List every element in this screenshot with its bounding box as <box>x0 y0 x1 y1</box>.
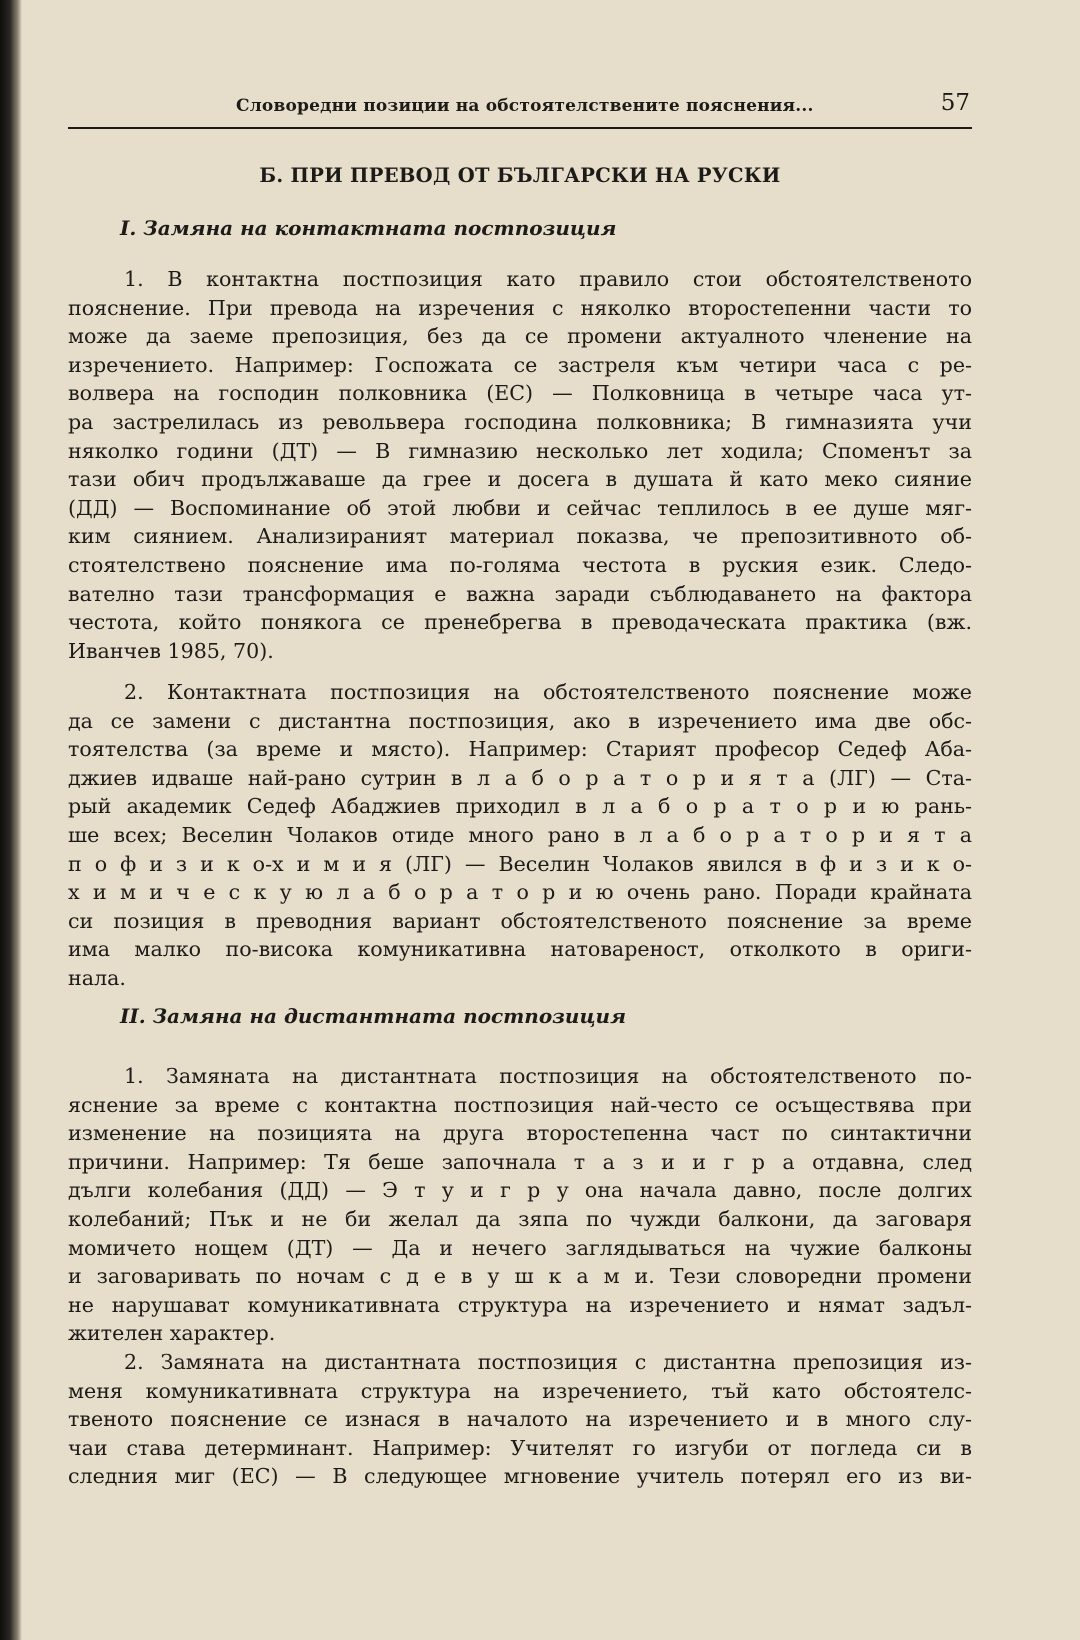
header-rule <box>68 127 972 129</box>
paragraph-4 <box>68 1348 972 1491</box>
text-line: вателно тази трансформация е важна заради съблюдаването на фактора <box>68 581 972 606</box>
text-line: причини. Например: Тя беше започнала т а з и и г р а отдавна, след <box>68 1149 972 1174</box>
subheading-1: I. Замяна на контактната постпозиция <box>120 216 617 240</box>
text-line: дълги колебания (ДД) — Э т у и г р у она начала давно, после долгих <box>68 1178 972 1203</box>
text-line: 2. Замяната на дистантната постпозиция с дистантна препозиция из- <box>124 1350 972 1374</box>
text-line: изменение на позицията на друга второстепенна част по синтактични <box>68 1121 972 1146</box>
text-line: момичето нощем (ДТ) — Да и нечего заглядываться на чужие балконы <box>68 1235 972 1260</box>
text-line: 1. В контактна постпозиция като правило стои обстоятелственото <box>124 267 972 291</box>
text-line: си позиция в преводния вариант обстоятелственото пояснение за време <box>68 908 972 933</box>
text-line: меня комуникативната структура на изречението, тъй като обстоятелс- <box>68 1378 972 1403</box>
text-line: следния миг (ЕС) — В следующее мгновение учитель потерял его из ви- <box>68 1464 972 1489</box>
text-line: ра застрелилась из револьвера господина полковника; В гимназията учи <box>68 409 972 434</box>
text-line: ким сиянием. Анализираният материал показва, че препозитивното об- <box>68 524 972 549</box>
text-line: х и м и ч е с к у ю л а б о р а т о р и ю очень рано. Поради крайната <box>68 880 972 905</box>
running-head <box>68 80 972 122</box>
text-line: п о ф и з и к о-х и м и я (ЛГ) — Веселин Чолаков явился в ф и з и к о- <box>68 851 972 876</box>
text-line: не нарушават комуникативната структура на изречението и нямат задъл- <box>68 1292 972 1317</box>
subheading-2: II. Замяна на дистантната постпозиция <box>120 1004 626 1028</box>
text-line: 2. Контактната постпозиция на обстоятелственото пояснение може <box>124 680 972 704</box>
page-number: 57 <box>940 90 970 116</box>
text-line: има малко по-висока комуникативна натовареност, отколкото в ориги- <box>68 937 972 962</box>
paragraph-3 <box>68 1062 972 1348</box>
text-line: твеното пояснение се изнася в началото на изречението и в много слу- <box>68 1407 972 1432</box>
text-line: колебаний; Пък и не би желал да зяпа по чужди балкони, да заговаря <box>68 1206 972 1231</box>
text-line: (ДД) — Воспоминание об этой любви и сейчас теплилось в ее душе мяг- <box>68 495 972 520</box>
text-line: честота, който понякога се пренебрегва в преводаческата практика (вж. <box>68 610 972 635</box>
text-line: Иванчев 1985, 70). <box>68 638 274 663</box>
text-line: джиев идваше най-рано сутрин в л а б о р а т о р и я т а (ЛГ) — Ста- <box>68 765 972 790</box>
text-line: изречението. Например: Госпожата се застреля към четири часа с ре- <box>68 352 972 377</box>
text-line: 1. Замяната на дистантната постпозиция на обстоятелственото по- <box>124 1064 972 1088</box>
text-line: жителен характер. <box>68 1321 276 1346</box>
text-line: рый академик Седеф Абаджиев приходил в л а б о р а т о р и ю рань- <box>68 794 972 819</box>
book-spine-shadow <box>0 0 22 1640</box>
text-line: и заговаривать по ночам с д е в у ш к а м и. Тези словоредни промени <box>68 1264 972 1289</box>
text-line: няколко години (ДТ) — В гимназию несколько лет ходила; Споменът за <box>68 438 972 463</box>
text-line: пояснение. При превода на изречения с няколко второстепенни части то <box>68 295 972 320</box>
text-line: нала. <box>68 965 126 990</box>
text-line: тази обич продължаваше да грее и досега в душата й като меко сияние <box>68 467 972 492</box>
paragraph-1 <box>68 265 972 665</box>
document-page <box>68 80 972 1489</box>
text-line: стоятелствено пояснение има по-голяма честота в руския език. Следо- <box>68 552 972 577</box>
text-line: ше всех; Веселин Чолаков отиде много рано в л а б о р а т о р и я т а <box>68 822 972 847</box>
text-line: може да заеме препозиция, без да се промени актуалното членение на <box>68 324 972 349</box>
text-line: волвера на господин полковника (ЕС) — Полковница в четыре часа ут- <box>68 381 972 406</box>
text-line: да се замени с дистантна постпозиция, ако в изречението има две обс- <box>68 708 972 733</box>
text-line: чаи става детерминант. Например: Учителят го изгуби от погледа си в <box>68 1435 972 1460</box>
text-line: яснение за време с контактна постпозиция най-често се осъществява при <box>68 1092 972 1117</box>
running-head-title: Словоредни позиции на обстоятелствените пояснения... <box>236 96 814 116</box>
paragraph-2 <box>68 678 972 993</box>
text-line: тоятелства (за време и място). Например: Старият професор Седеф Аба- <box>68 737 972 762</box>
section-title: Б. ПРИ ПРЕВОД ОТ БЪЛГАРСКИ НА РУСКИ <box>259 164 781 187</box>
